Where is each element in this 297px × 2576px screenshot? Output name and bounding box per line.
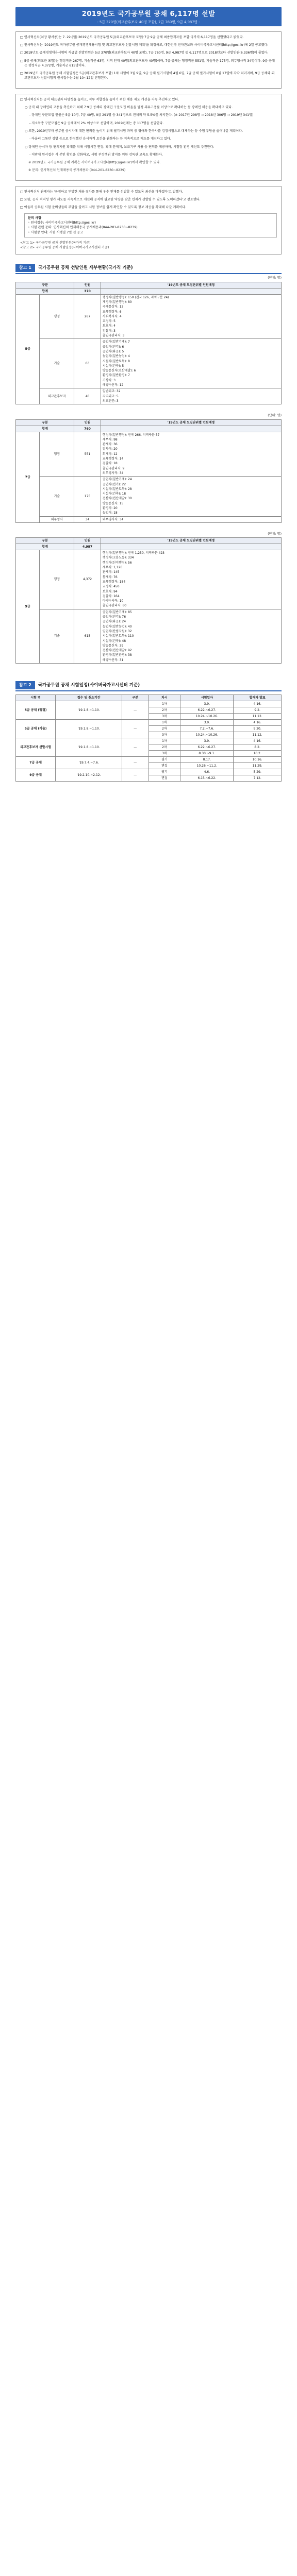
exam-date: 3.9. bbox=[180, 738, 234, 744]
ref1-tag: 참고 1 bbox=[15, 264, 35, 272]
allocation-item: 방송통신직: 15 bbox=[102, 501, 124, 505]
body-sub: - 이밖에 원서접수 시 본인 확인을 강화하고, 시험 부정행위 방지를 위한 감독관 교육도 확대한다. bbox=[29, 152, 163, 157]
grade-label: 7급 bbox=[16, 432, 40, 522]
allocation-list bbox=[101, 477, 281, 516]
exam-date: 10.26.~11.2. bbox=[180, 763, 234, 769]
allocation-item: 재경직(일반행정): 80 bbox=[102, 300, 132, 304]
allocation-item: 농업직(일반농업): 4 bbox=[102, 354, 130, 359]
exam-name: 외교관후보자 선발시험 bbox=[16, 738, 56, 757]
category-count: 40 bbox=[74, 388, 101, 404]
category-label: 행정 bbox=[40, 550, 74, 609]
stage-label: 1차 bbox=[148, 701, 180, 707]
staffing-header: 인원 bbox=[74, 538, 101, 544]
result-date: 4.16. bbox=[234, 701, 282, 707]
result-date: 11.12. bbox=[234, 714, 282, 720]
apply-period: '19.7.4.~7.6. bbox=[56, 757, 122, 769]
ref1-tables bbox=[15, 276, 282, 671]
closing-para: □ 아울러 공무원 시험 준비생들의 부담을 줄이고 시험 정보를 쉽게 확인할 수 있도록 정보 제공을 확대해 나갈 계획이다. bbox=[20, 206, 187, 210]
staffing-header: 구분 bbox=[16, 419, 74, 426]
allocation-list bbox=[101, 339, 281, 388]
category-label: 기술 bbox=[40, 609, 74, 663]
apply-period: '19.2.10.~2.12. bbox=[56, 769, 122, 782]
category-label: 기술 bbox=[40, 477, 74, 516]
allocation-item: 검찰직: 3 bbox=[102, 329, 116, 333]
staffing-header: 구분 bbox=[16, 282, 74, 288]
table-row bbox=[16, 477, 282, 516]
allocation-item: 해양수산직: 12 bbox=[102, 383, 124, 387]
stage-label: 2차 bbox=[148, 707, 180, 714]
allocation-item: 방송통신직(전산개발): 6 bbox=[102, 369, 136, 373]
allocation-item: 마약수사직: 10 bbox=[102, 599, 124, 603]
exam-date: 10.24.~10.26. bbox=[180, 714, 234, 720]
category-count: 615 bbox=[74, 609, 101, 663]
allocation-item: 공업직(일반기계): 85 bbox=[102, 610, 132, 614]
allocation-item: 전산직(전산개발): 92 bbox=[102, 649, 132, 653]
exam-date: 4.6. bbox=[180, 769, 234, 775]
allocation-item: 전산직(전산개발): 30 bbox=[102, 497, 132, 501]
info-line: ◦ 시험장 안내: 시험 시행일 7일 전 공고 bbox=[28, 230, 84, 234]
info-line: ◦ 원서접수: 사이버국가고시센터(http://gosi.kr) bbox=[28, 221, 96, 225]
total-label: 합계 bbox=[16, 426, 74, 432]
allocation-list bbox=[101, 550, 281, 609]
allocation-list bbox=[101, 432, 281, 477]
schedule-header: 구분 bbox=[122, 695, 149, 701]
total-label: 합계 bbox=[16, 544, 74, 550]
allocation-item: 환경직(일반환경): 7 bbox=[102, 374, 130, 378]
allocation-item: 교육행정직: 6 bbox=[102, 310, 122, 314]
exam-date: 8.17. bbox=[180, 757, 234, 763]
apply-period: '19.1.8.~1.10. bbox=[56, 701, 122, 720]
grade-label: 9급 bbox=[16, 550, 40, 664]
info-box-title: 문의 사항 bbox=[28, 216, 42, 220]
allocation-item: 행정직(일반행정): 150 (전국 126, 지역구분 24) bbox=[102, 295, 169, 299]
category-count: 34 bbox=[74, 516, 101, 522]
exam-date: 10.24.~10.26. bbox=[180, 732, 234, 738]
body-sub: - 아울러 그동안 성별 등으로 한정했던 응시자격 요건을 완화하는 등 지속적으로 제도를 개선하고 있다. bbox=[29, 137, 171, 141]
allocation-item: 공업직(전기): 6 bbox=[102, 345, 124, 349]
exam-name: 9급 공채 bbox=[16, 769, 56, 782]
result-date: 8.2. bbox=[234, 744, 282, 751]
table-row bbox=[16, 609, 282, 663]
stage-group: — bbox=[122, 720, 149, 738]
stage-label: 2차 bbox=[148, 726, 180, 732]
staffing-header: '19년도 공채 모집단위별 인원배정 bbox=[101, 538, 281, 544]
allocation-item: 일반외교: 32 bbox=[102, 389, 121, 394]
body-para: □ 인사혁신처는 공직 대표성과 다양성을 높이고, 직무 적합성을 높이기 위한 채용 제도 개선을 지속 추진하고 있다. bbox=[20, 97, 179, 101]
table-row bbox=[16, 701, 282, 707]
staffing-header: '19년도 공채 모집단위별 인원배정 bbox=[101, 419, 281, 426]
allocation-item: 세무직: 98 bbox=[102, 437, 118, 442]
schedule-header: 합격자 발표 bbox=[234, 695, 282, 701]
table-row bbox=[16, 388, 282, 404]
allocation-list bbox=[101, 516, 281, 522]
page-subtitle: - 5급 370명(외교관후보자 40명 포함), 7급 760명, 9급 4,987명 - bbox=[97, 20, 200, 24]
allocation-item: 관세직: 36 bbox=[102, 443, 118, 447]
table-row bbox=[16, 432, 282, 477]
stage-label: 필기 bbox=[148, 769, 180, 775]
table-row bbox=[16, 339, 282, 388]
page-title: 2019년도 국가공무원 공채 6,117명 선발 bbox=[81, 10, 216, 18]
closing-box bbox=[15, 186, 282, 255]
info-box bbox=[24, 213, 277, 238]
unit-label: (단위: 명) bbox=[268, 414, 282, 418]
staffing-header: 구분 bbox=[16, 538, 74, 544]
table-row bbox=[16, 757, 282, 763]
category-label: 행정 bbox=[40, 294, 74, 339]
schedule-header: 접수 및 취소기간 bbox=[56, 695, 122, 701]
exam-date: 7.2.~7.6. bbox=[180, 726, 234, 732]
exam-date: 8.30.~9.1. bbox=[180, 751, 234, 757]
staffing-table bbox=[15, 419, 282, 523]
stage-group: — bbox=[122, 701, 149, 720]
allocation-item: 출입국관리직: 9 bbox=[102, 466, 125, 470]
allocation-list bbox=[101, 388, 281, 404]
result-date: 9.2. bbox=[234, 707, 282, 714]
result-date: 11.29. bbox=[234, 763, 282, 769]
result-date: 4.16. bbox=[234, 720, 282, 726]
schedule-header: 시험일자 bbox=[180, 695, 234, 701]
allocation-item: 시설직(일반토목): 28 bbox=[102, 487, 132, 491]
stage-group: — bbox=[122, 738, 149, 757]
allocation-item: 검찰직: 18 bbox=[102, 462, 118, 466]
allocation-item: 시설직(일반토목): 110 bbox=[102, 634, 134, 638]
exam-name: 5급 공채 (행정) bbox=[16, 701, 56, 720]
unit-label: (단위: 명) bbox=[268, 532, 282, 536]
result-date: 7.12. bbox=[234, 775, 282, 782]
body-sub: - 장애인 구분모집 인원은 5급 10명, 7급 40명, 9급 291명 등 341명으로 전체의 약 5.5%를 차지한다. (※ 2017년 298명 → 2018년 306명 → 2019년 341명) bbox=[29, 113, 254, 117]
allocation-item: 공업직(전기): 22 bbox=[102, 482, 126, 486]
allocation-item: 통계직: 76 bbox=[102, 575, 118, 579]
allocation-item: 감사직: 20 bbox=[102, 447, 118, 451]
ref1-title: 국가공무원 공채 선발인원 세부현황(국가직 기준) bbox=[38, 265, 133, 271]
refs-note: <참고 1> 국가공무원 공채 선발인원(국가직 기준) <참고 2> 국가공무원 공채 시험일정(사이버국가고시센터 기준) bbox=[20, 241, 109, 250]
ref2-title: 국가공무원 공채 시험일정(사이버국가고시센터 기준) bbox=[38, 682, 140, 688]
staffing-table bbox=[15, 282, 282, 405]
exam-date: 6.22.~6.27. bbox=[180, 744, 234, 751]
allocation-item: 출입국관리직: 60 bbox=[102, 604, 127, 608]
allocation-item: 공업직(화공): 24 bbox=[102, 620, 126, 624]
ref1-heading bbox=[15, 264, 282, 274]
schedule-header: 차시 bbox=[148, 695, 180, 701]
staffing-header: '19년도 공채 모집단위별 인원배정 bbox=[101, 282, 281, 288]
body-sub: ○ 장애인 응시자 등 편의지원 확대를 위해 시험시간 연장, 확대 문제지, 보조기구 사용 등 편의를 제공하며, 시험장 환경 개선도 추진한다. bbox=[25, 145, 214, 149]
allocation-item: 방송통신직: 39 bbox=[102, 643, 124, 648]
allocation-item: 외무영사직: 34 bbox=[102, 517, 124, 521]
allocation-item: 교정직: 450 bbox=[102, 585, 120, 589]
category-label: 외무영사 bbox=[40, 516, 74, 522]
category-count: 4,372 bbox=[74, 550, 101, 609]
allocation-item: 지역외교: 5 bbox=[102, 394, 119, 398]
allocation-item: 교정직: 5 bbox=[102, 319, 116, 324]
stage-label: 필기 bbox=[148, 757, 180, 763]
category-label: 행정 bbox=[40, 432, 74, 477]
note: ※ 2019년도 국가공무원 공채 계획은 사이버국가고시센터(http://gosi.kr)에서 확인할 수 있다. bbox=[28, 161, 161, 165]
allocation-item: 시설직(건축): 5 bbox=[102, 364, 124, 368]
body-sub: - 저소득층 구분모집은 9급 공채에서 2% 이상으로 선발하며, 2019년에는 총 117명을 선발한다. bbox=[29, 121, 164, 125]
stage-label: 2차 bbox=[148, 744, 180, 751]
ref2-heading bbox=[15, 681, 282, 691]
allocation-item: 회계직: 12 bbox=[102, 452, 118, 456]
allocation-item: 보호직: 94 bbox=[102, 589, 118, 594]
result-date: 5.29. bbox=[234, 769, 282, 775]
result-date: 4.16. bbox=[234, 738, 282, 744]
table-row bbox=[16, 738, 282, 744]
category-label: 외교관후보자 bbox=[40, 388, 74, 404]
exam-date: 3.9. bbox=[180, 701, 234, 707]
allocation-item: 외교전문: 3 bbox=[102, 399, 119, 403]
result-date: 10.16. bbox=[234, 757, 282, 763]
allocation-item: 행정직(고용노동): 334 bbox=[102, 556, 134, 560]
exam-date: 6.22.~6.27. bbox=[180, 707, 234, 714]
closing-para: □ 또한, 공직 적격성 평가 제도를 지속적으로 개선해 공직에 필요한 역량을 갖춘 인재가 선발될 수 있도록 노력하겠다'고 강조했다. bbox=[20, 198, 201, 202]
stage-label: 1차 bbox=[148, 738, 180, 744]
allocation-item: 해양수산직: 31 bbox=[102, 658, 124, 662]
apply-period: '19.1.8.~1.10. bbox=[56, 720, 122, 738]
table-row bbox=[16, 720, 282, 726]
allocation-item: 공업직(일반기계): 24 bbox=[102, 478, 132, 482]
stage-label: 1차 bbox=[148, 720, 180, 726]
category-count: 63 bbox=[74, 339, 101, 388]
category-label: 기술 bbox=[40, 339, 74, 388]
total-value: 4,987 bbox=[74, 544, 101, 550]
body-box bbox=[15, 94, 282, 181]
allocation-list bbox=[101, 294, 281, 339]
allocation-item: 교육행정직: 184 bbox=[102, 580, 126, 584]
info-line: ◦ 시험 관련 문의: 인사혁신처 인재채용국 공개채용과(044-201-8230~8239) bbox=[28, 226, 138, 230]
table-row bbox=[16, 769, 282, 775]
allocation-item: 공업직(화공): 5 bbox=[102, 349, 124, 353]
exam-date: 6.15.~6.22. bbox=[180, 775, 234, 782]
stage-label: 3차 bbox=[148, 732, 180, 738]
stage-label: 3차 bbox=[148, 751, 180, 757]
result-date: 10.2. bbox=[234, 751, 282, 757]
staffing-header: 인원 bbox=[74, 282, 101, 288]
stage-group: — bbox=[122, 769, 149, 782]
staffing-header: 인원 bbox=[74, 419, 101, 426]
result-date: 9.20. bbox=[234, 726, 282, 732]
category-count: 267 bbox=[74, 294, 101, 339]
title-banner bbox=[15, 7, 282, 26]
allocation-item: 외무영사직: 34 bbox=[102, 471, 124, 475]
allocation-item: 환경직: 20 bbox=[102, 506, 118, 510]
allocation-item: 임업직(산림자원): 32 bbox=[102, 629, 132, 633]
closing-para: □ 인사혁신처 관계자는 '공정하고 투명한 채용 절차를 통해 우수 인재를 선발할 수 있도록 최선을 다하겠다'고 말했다. bbox=[20, 190, 183, 194]
table-row bbox=[16, 516, 282, 522]
total-value: 760 bbox=[74, 426, 101, 432]
allocation-item: 농업직: 18 bbox=[102, 511, 118, 515]
allocation-item: 보호직: 4 bbox=[102, 324, 116, 328]
allocation-item: 관세직: 145 bbox=[102, 570, 120, 574]
allocation-item: 환경직(일반환경): 38 bbox=[102, 653, 132, 657]
allocation-item: 교육행정직: 14 bbox=[102, 457, 124, 461]
allocation-item: 행정직(일반행정): 전국 266, 지역구분 57 bbox=[102, 433, 160, 437]
allocation-item: 행정직(일반행정): 전국 1,250, 지역구분 423 bbox=[102, 551, 164, 555]
allocation-item: 시설직(건축): 48 bbox=[102, 639, 126, 643]
allocation-item: 사회복지직: 4 bbox=[102, 314, 122, 318]
allocation-item: 공업직(전기): 76 bbox=[102, 615, 126, 619]
grade-label: 5급 bbox=[16, 294, 40, 404]
allocation-item: 출입국관리직: 3 bbox=[102, 334, 125, 338]
allocation-list bbox=[101, 609, 281, 663]
intro-para: □ 2019년도 공개경쟁채용시험의 직급별 선발인원은 5급 370명(외교관후보자 40명 포함), 7급 760명, 9급 4,987명 등 6,117명으로 2018년보다 선발인원(6,336명)이 줄었다. bbox=[20, 51, 269, 55]
allocation-item: 공업직(일반기계): 7 bbox=[102, 340, 130, 344]
allocation-item: 국제통상직: 12 bbox=[102, 305, 124, 309]
stage-label: 면접 bbox=[148, 763, 180, 769]
result-date: 11.12. bbox=[234, 732, 282, 738]
schedule-header: 시험 명 bbox=[16, 695, 56, 701]
allocation-item: 검찰직: 164 bbox=[102, 594, 120, 598]
total-value: 370 bbox=[74, 288, 101, 294]
unit-label: (단위: 명) bbox=[268, 276, 282, 280]
press-release bbox=[0, 0, 297, 791]
exam-name: 5급 공채 (기술) bbox=[16, 720, 56, 738]
apply-period: '19.1.8.~1.10. bbox=[56, 738, 122, 757]
schedule-table bbox=[15, 694, 282, 782]
intro-para: □ 인사혁신처는 '2019년도 국가공무원 공개경쟁채용시험 및 외교관후보자 선발시험 계획'을 확정하고, 대한민국 전자관보와 사이버국가고시센터(http://gosi.kr)에 2일 공고했다. bbox=[20, 43, 269, 47]
table-row bbox=[16, 294, 282, 339]
allocation-item: 세무직: 1,126 bbox=[102, 566, 123, 570]
category-count: 551 bbox=[74, 432, 101, 477]
allocation-item: 시설직(일반토목): 8 bbox=[102, 359, 130, 363]
exam-date: 3.9. bbox=[180, 720, 234, 726]
exam-name: 7급 공채 bbox=[16, 757, 56, 769]
category-count: 175 bbox=[74, 477, 101, 516]
total-label: 합계 bbox=[16, 288, 74, 294]
allocation-item: 농업직(일반농업): 40 bbox=[102, 624, 132, 629]
body-sub: ○ 공직 내 장애인의 고용을 촉진하기 위해 7·9급 공채의 장애인 구분모집 비율을 법정 의무고용률 이상으로 확대하는 등 장애인 채용을 확대하고 있다. bbox=[25, 106, 233, 110]
note: ※ 문의: 인사혁신처 인재채용국 공개채용과 (044-201-8230~8239) bbox=[28, 168, 126, 173]
intro-box bbox=[15, 31, 282, 89]
intro-para: □ 2019년도 국가공무원 공채 시험일정은 5급(외교관후보자 포함) 1차 시험이 3월 9일, 9급 공채 필기시험이 4월 6일, 7급 공채 필기시험이 8월 17일에 각각 치러지며, 9급 공채와 외교관후보자 선발시험의 원서접수는 2월 10~12일 진행된다. bbox=[20, 72, 275, 80]
intro-para: □ 5급 공채(외교관 포함)는 행정직군 267명, 기술직군 63명, 지역 인재 40명(외교관후보자 40명)이며, 7급 공채는 행정직군 551명, 기술직군 175명, 외무영사직 34명이다. 9급 공채는 행정직군 4,372명, 기술직군 615명이다. bbox=[20, 59, 275, 67]
stage-label: 3차 bbox=[148, 714, 180, 720]
allocation-item: 시설직(건축): 18 bbox=[102, 492, 126, 496]
ref2-tag: 참고 2 bbox=[15, 681, 35, 689]
intro-para: □ 인사혁신처(처장 황서종)는 7. 22.(월) 2019년도 국가공무원 5급(외교관후보자 포함)·7급·9급 공채 최종합격자를 포함 국가직 6,117명을 선발했다고 밝혔다. bbox=[20, 35, 244, 39]
allocation-item: 기상직: 3 bbox=[102, 378, 116, 382]
stage-label: 면접 bbox=[148, 775, 180, 782]
staffing-table bbox=[15, 537, 282, 664]
table-row bbox=[16, 550, 282, 609]
allocation-item: 행정직(선거행정): 56 bbox=[102, 561, 132, 565]
stage-group: — bbox=[122, 757, 149, 769]
body-sub: ○ 또한, 2019년부터 공무원 응시자에 대한 편의를 높이기 위해 필기시험 과목 중 영어와 한국사를 검정시험으로 대체하는 등 수험 부담을 줄여나갈 계획이다. bbox=[25, 129, 243, 133]
